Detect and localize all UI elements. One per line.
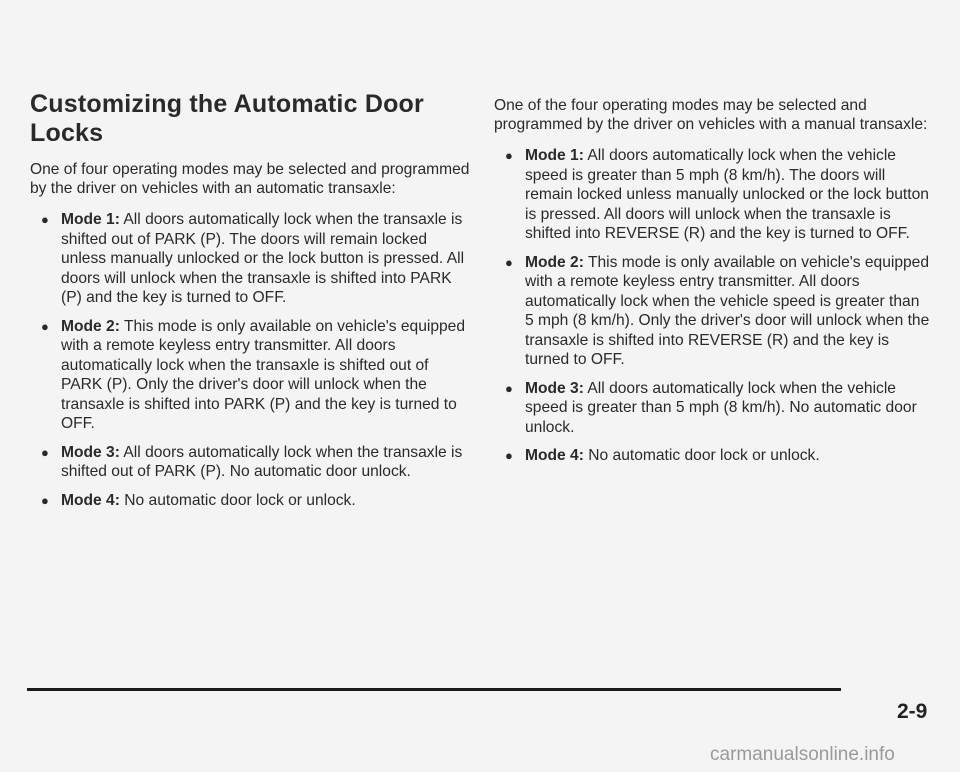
bullet-icon: ● <box>41 212 49 227</box>
mode-label: Mode 3: <box>61 443 120 461</box>
right-intro: One of the four operating modes may be selected and programmed by the driver on vehicles with a manual transaxle: <box>494 97 928 133</box>
mode-text: All doors automatically lock when the vehicle speed is greater than 5 mph (8 km/h). No automatic door unlock. <box>525 379 917 436</box>
list-item <box>494 146 930 244</box>
list-item <box>30 443 470 482</box>
mode-label: Mode 4: <box>61 491 120 509</box>
section-heading: Customizing the Automatic Door Locks <box>30 90 424 147</box>
bullet-icon: ● <box>41 444 49 460</box>
mode-text: No automatic door lock or unlock. <box>124 491 356 509</box>
right-mode-list <box>494 146 930 466</box>
list-item <box>30 210 470 308</box>
bullet-icon: ● <box>505 448 513 463</box>
list-item <box>30 317 470 434</box>
mode-label: Mode 3: <box>525 379 584 397</box>
mode-label: Mode 4: <box>525 447 584 464</box>
watermark-link[interactable]: carmanualsonline.info <box>710 744 895 765</box>
bullet-icon: ● <box>41 492 49 508</box>
list-item <box>30 491 470 512</box>
bullet-icon: ● <box>505 254 513 270</box>
mode-text: All doors automatically lock when the transaxle is shifted out of PARK (P). The doors will remain locked unless manually unlocked or the lock button is pressed. All doors will unlock when the transaxle is shifted into PARK (P) and the key is turned to OFF. <box>61 211 465 306</box>
bullet-icon: ● <box>41 318 49 334</box>
mode-text: All doors automatically lock when the vehicle speed is greater than 5 mph (8 km/h). The doors will remain locked unless manually unlocked or the lock button is pressed. All doors will unlock when the transaxle is shifted into REVERSE (R) and the key is turned to OFF. <box>525 147 929 242</box>
mode-text: All doors automatically lock when the transaxle is shifted out of PARK (P). No automatic door unlock. <box>61 443 463 480</box>
bullet-icon: ● <box>505 148 513 163</box>
mode-text: This mode is only available on vehicle's equipped with a remote keyless entry transmitter. All doors automatically lock when the transaxle is shifted out of PARK (P). Only the driver's door will unlock when the transaxle is shifted into PARK (P) and the key is turned to OFF. <box>61 317 466 432</box>
list-item <box>494 379 930 438</box>
mode-label: Mode 1: <box>525 147 584 164</box>
mode-text: No automatic door lock or unlock. <box>588 447 820 464</box>
mode-label: Mode 1: <box>61 211 120 228</box>
left-column <box>30 90 470 521</box>
mode-text: This mode is only available on vehicle's equipped with a remote keyless entry transmitter. All doors automatically lock when the vehicle speed is greater than 5 mph (8 km/h). Only the driver's door will unlock when the transaxle is shifted into REVERSE (R) and the key is turned to OFF. <box>525 253 930 368</box>
bullet-icon: ● <box>505 380 513 396</box>
footer-rule <box>27 688 841 691</box>
left-mode-list <box>30 210 470 512</box>
list-item <box>494 253 930 370</box>
page-number: 2-9 <box>897 700 928 723</box>
mode-label: Mode 2: <box>61 317 120 335</box>
right-column <box>494 96 930 475</box>
list-item <box>494 446 930 466</box>
left-intro: One of four operating modes may be selected and programmed by the driver on vehicles with an automatic transaxle: <box>30 161 470 197</box>
mode-label: Mode 2: <box>525 253 584 271</box>
